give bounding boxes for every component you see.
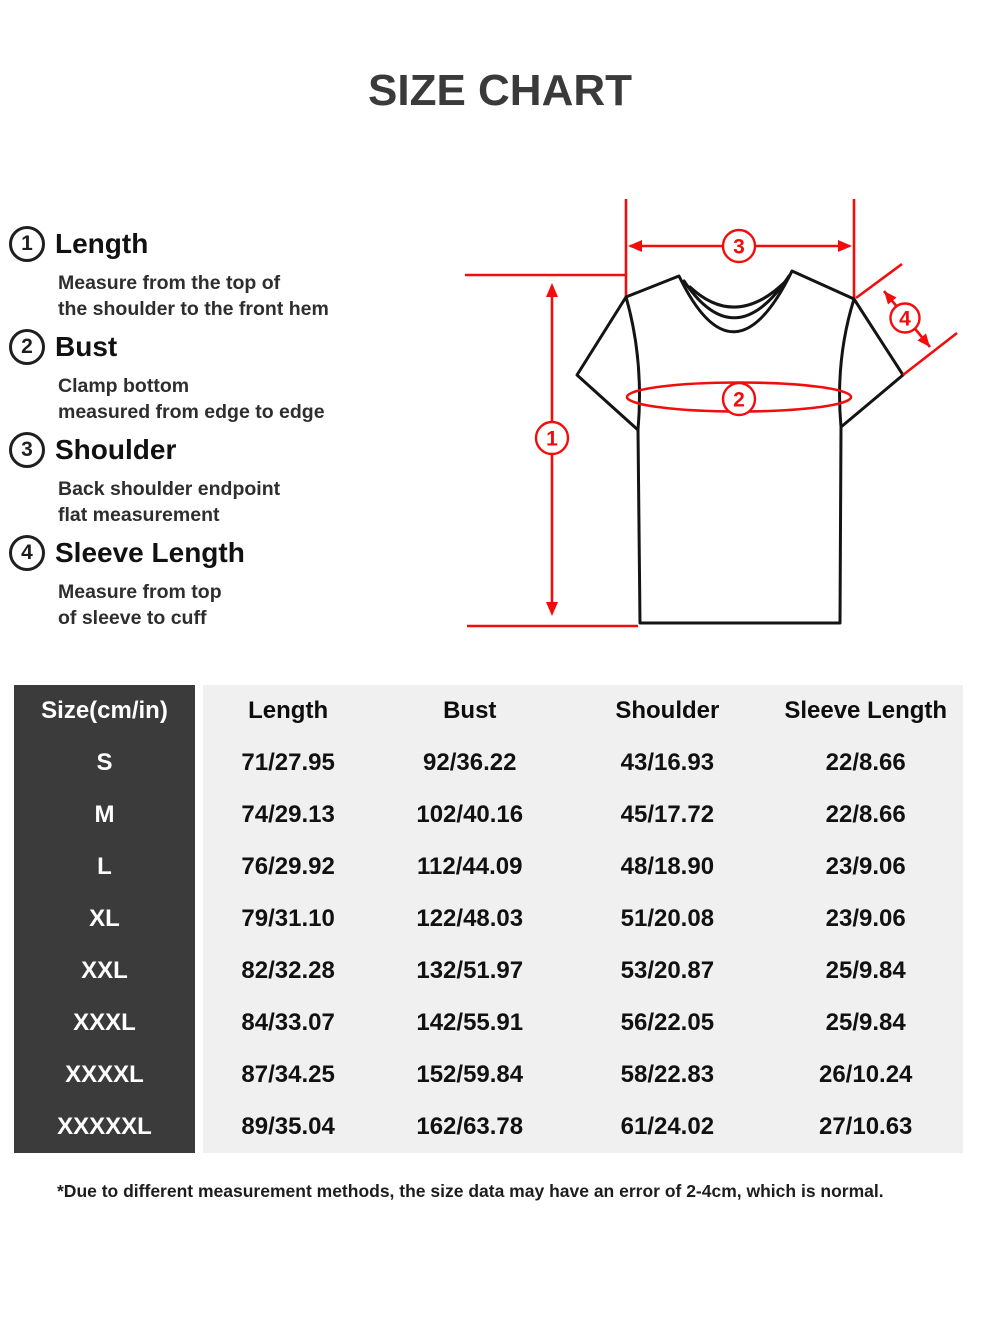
instruction-shoulder xyxy=(9,432,429,528)
description-line: Measure from the top of xyxy=(58,272,281,294)
arrow-head-up-icon xyxy=(546,283,558,297)
callout-label-1: 1 xyxy=(546,427,558,451)
table-row xyxy=(203,997,963,1049)
instruction-label: Shoulder xyxy=(55,434,177,465)
instruction-label: Bust xyxy=(55,331,118,362)
size-label: XXXL xyxy=(73,1009,136,1036)
tshirt-outline xyxy=(577,271,903,623)
instruction-length xyxy=(9,226,429,322)
size-label: XXXXL xyxy=(65,1061,144,1088)
instruction-description xyxy=(58,476,429,528)
table-row xyxy=(203,1101,963,1153)
description-line: measured from edge to edge xyxy=(58,401,325,423)
instruction-description xyxy=(58,270,429,322)
table-cell: 22/8.66 xyxy=(825,749,906,776)
size-label: XXXXXL xyxy=(57,1113,152,1140)
arrow-head-down-icon xyxy=(546,602,558,616)
table-cell: 51/20.08 xyxy=(620,905,715,932)
instruction-label: Length xyxy=(55,228,149,259)
table-cell: 84/33.07 xyxy=(241,1009,335,1036)
instruction-bust xyxy=(9,329,429,425)
instruction-heading xyxy=(9,535,429,571)
table-row xyxy=(203,893,963,945)
circled-number-3: 3 xyxy=(9,432,45,468)
arrow-head-left-icon xyxy=(628,240,642,252)
size-label: XL xyxy=(89,905,120,932)
measurement-columns xyxy=(203,685,963,1153)
table-cell: 48/18.90 xyxy=(620,853,715,880)
table-header-row xyxy=(203,685,963,737)
column-header-bust: Bust xyxy=(443,697,497,724)
table-cell: 71/27.95 xyxy=(241,749,335,776)
callout-label-3: 3 xyxy=(733,235,745,259)
instruction-description xyxy=(58,373,429,425)
measurement-instructions xyxy=(9,226,429,638)
table-row xyxy=(203,841,963,893)
size-column-header: Size(cm/in) xyxy=(41,697,168,724)
size-table xyxy=(14,685,963,1153)
description-line: Measure from top xyxy=(58,581,222,603)
table-cell: 142/55.91 xyxy=(416,1009,524,1036)
tshirt-measurement-diagram xyxy=(440,180,1000,660)
table-cell: 26/10.24 xyxy=(818,1061,913,1088)
size-label: XXL xyxy=(81,957,128,984)
table-cell: 102/40.16 xyxy=(416,801,524,828)
table-cell: 162/63.78 xyxy=(416,1113,524,1140)
table-cell: 76/29.92 xyxy=(241,853,335,880)
table-cell: 25/9.84 xyxy=(825,957,906,984)
table-cell: 122/48.03 xyxy=(416,905,524,932)
table-cell: 58/22.83 xyxy=(620,1061,715,1088)
table-cell: 61/24.02 xyxy=(620,1113,715,1140)
table-cell: 23/9.06 xyxy=(825,905,906,932)
table-cell: 53/20.87 xyxy=(620,957,715,984)
description-line: flat measurement xyxy=(58,504,220,526)
size-label: L xyxy=(97,853,112,880)
table-cell: 22/8.66 xyxy=(825,801,906,828)
size-column xyxy=(14,685,195,1153)
circled-number-1: 1 xyxy=(9,226,45,262)
instruction-label: Sleeve Length xyxy=(55,537,245,568)
table-cell: 92/36.22 xyxy=(423,749,517,776)
instruction-heading xyxy=(9,432,429,468)
instruction-description xyxy=(58,579,429,631)
description-line: the shoulder to the front hem xyxy=(58,298,329,320)
instruction-sleeve-length xyxy=(9,535,429,631)
column-header-length: Length xyxy=(248,697,329,724)
table-cell: 112/44.09 xyxy=(417,853,523,880)
column-header-sleeve-length: Sleeve Length xyxy=(784,697,948,724)
table-cell: 43/16.93 xyxy=(620,749,715,776)
table-cell: 74/29.13 xyxy=(241,801,335,828)
circled-number-2: 2 xyxy=(9,329,45,365)
table-cell: 79/31.10 xyxy=(241,905,335,932)
table-row xyxy=(203,789,963,841)
table-cell: 82/32.28 xyxy=(241,957,335,984)
table-row xyxy=(203,737,963,789)
table-row xyxy=(203,1049,963,1101)
instruction-heading xyxy=(9,226,429,262)
description-line: Back shoulder endpoint xyxy=(58,478,281,500)
description-line: Clamp bottom xyxy=(58,375,190,397)
table-cell: 27/10.63 xyxy=(818,1113,913,1140)
description-line: of sleeve to cuff xyxy=(58,607,207,629)
column-header-shoulder: Shoulder xyxy=(615,697,720,724)
sleeve-lower-guide-line xyxy=(903,333,957,375)
instruction-heading xyxy=(9,329,429,365)
sleeve-upper-guide-line xyxy=(856,264,902,298)
circled-number-4: 4 xyxy=(9,535,45,571)
callout-label-4: 4 xyxy=(899,307,911,331)
size-label: S xyxy=(96,749,113,776)
page-title: SIZE CHART xyxy=(368,66,632,115)
callout-label-2: 2 xyxy=(733,388,745,412)
table-cell: 56/22.05 xyxy=(620,1009,715,1036)
table-cell: 25/9.84 xyxy=(825,1009,906,1036)
measurement-disclaimer: *Due to different measurement methods, the size data may have an error of 2-4cm, which is normal. xyxy=(57,1181,884,1201)
table-cell: 23/9.06 xyxy=(825,853,906,880)
table-cell: 87/34.25 xyxy=(241,1061,335,1088)
table-cell: 45/17.72 xyxy=(620,801,715,828)
table-cell: 152/59.84 xyxy=(416,1061,524,1088)
table-cell: 89/35.04 xyxy=(241,1113,335,1140)
arrow-head-right-icon xyxy=(838,240,852,252)
table-cell: 132/51.97 xyxy=(416,957,524,984)
size-label: M xyxy=(94,801,115,828)
table-row xyxy=(203,945,963,997)
